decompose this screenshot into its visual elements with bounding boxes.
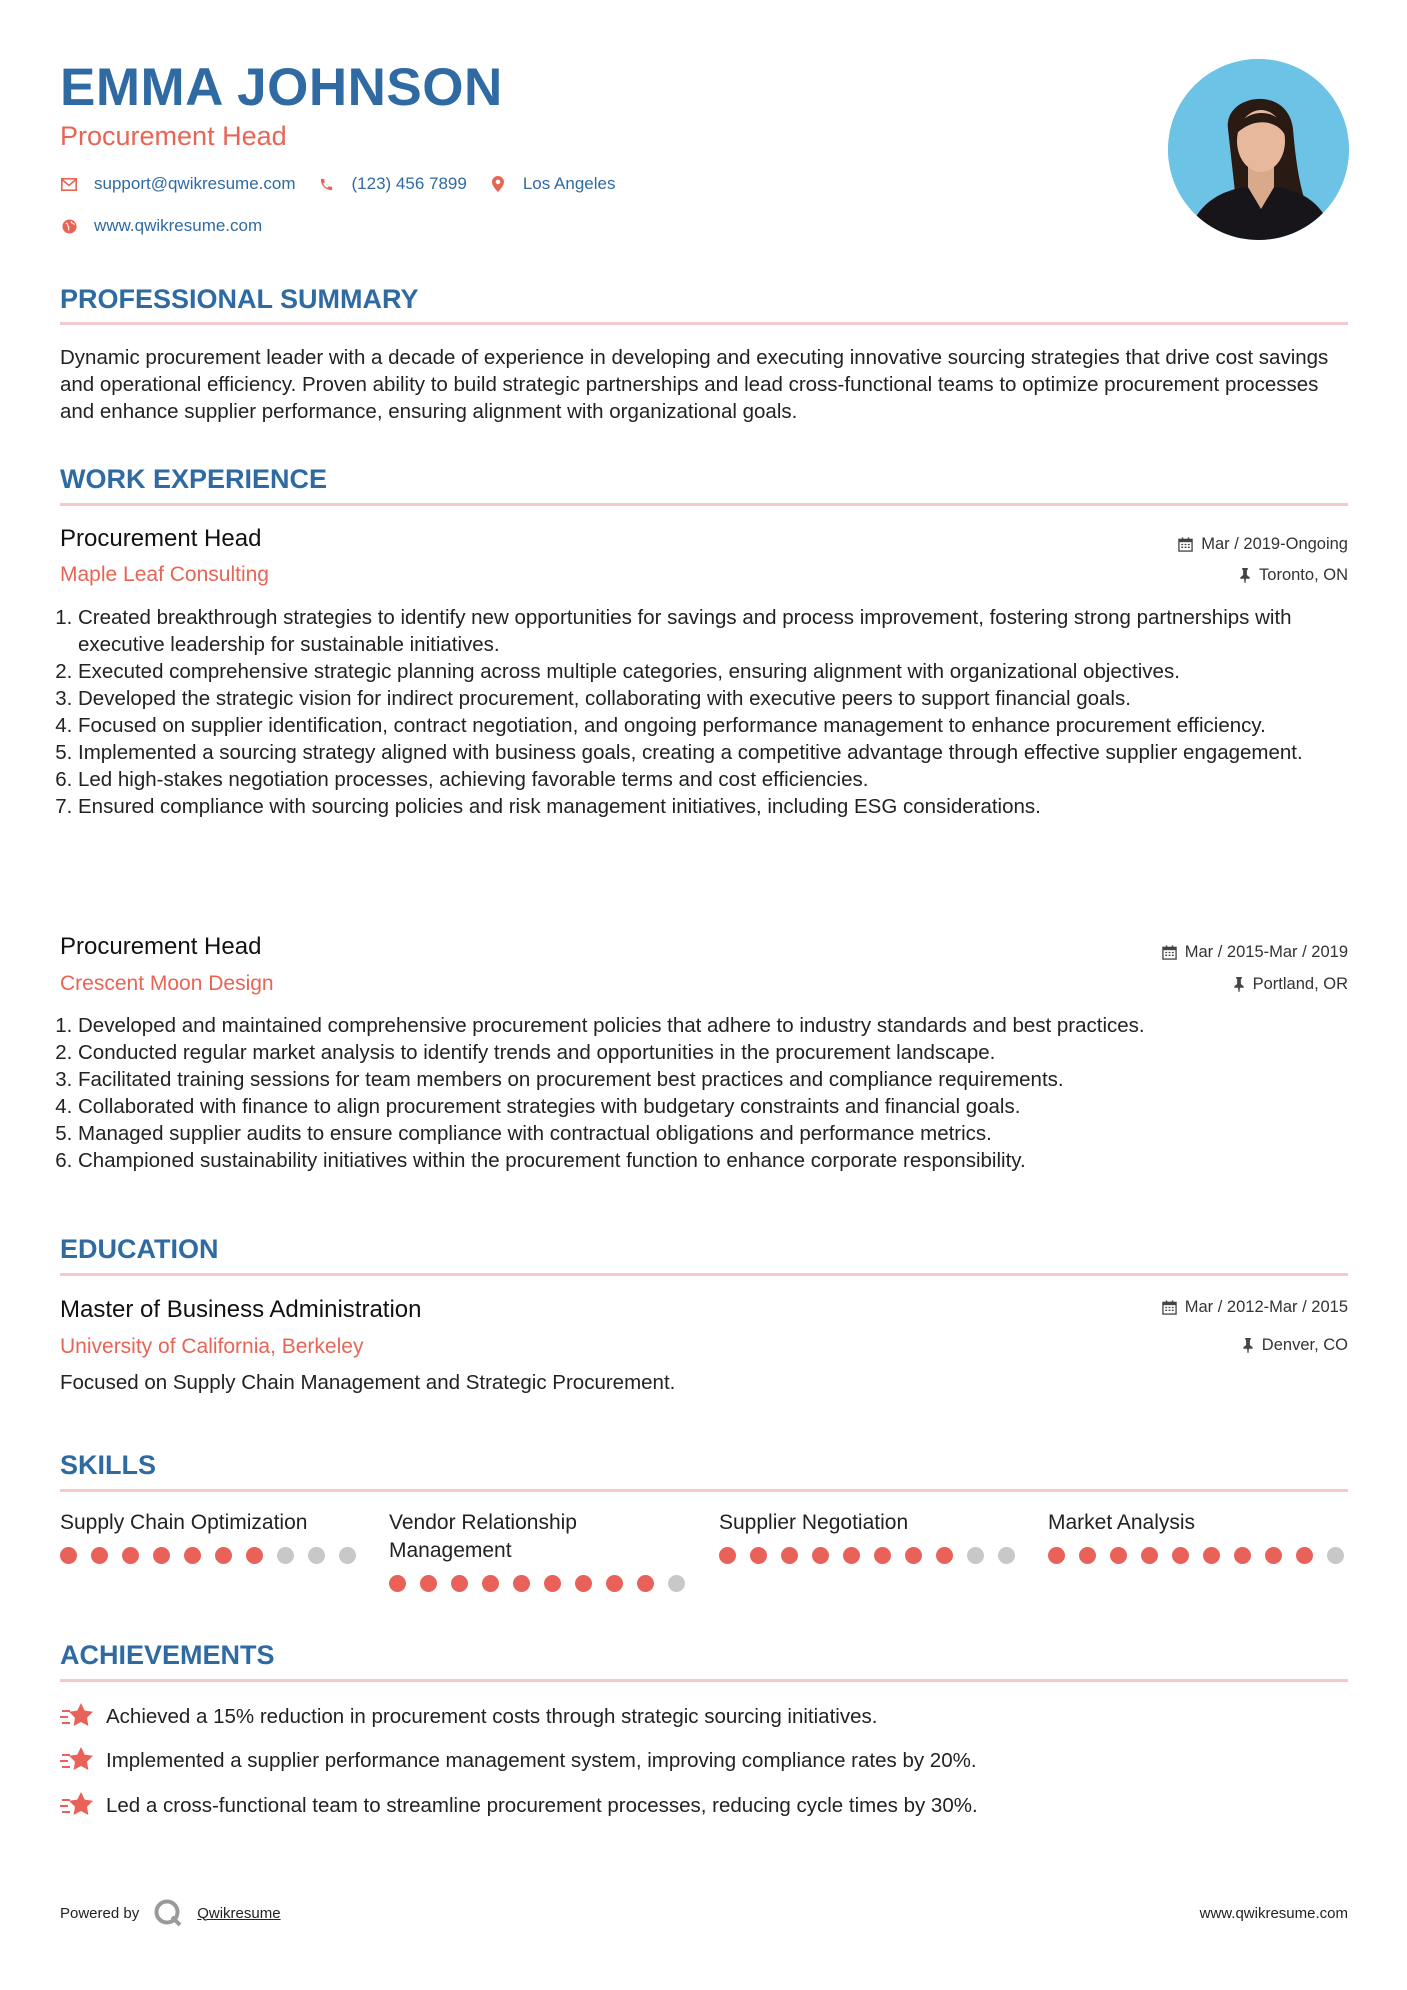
achievement-item xyxy=(60,1790,978,1820)
skill-name: Market Analysis xyxy=(1048,1511,1196,1534)
rating-dot-empty xyxy=(998,1547,1015,1564)
rating-dot-filled xyxy=(719,1547,736,1564)
star-icon xyxy=(60,1745,94,1775)
achievement-item xyxy=(60,1745,977,1775)
rating-dot-filled xyxy=(781,1547,798,1564)
job-dates xyxy=(1162,941,1348,963)
brand-link[interactable]: Qwikresume xyxy=(197,1904,281,1922)
education-location-text: Denver, CO xyxy=(1261,1336,1348,1354)
rating-dot-filled xyxy=(874,1547,891,1564)
list-item: 5. Implemented a sourcing strategy aligned with business goals, creating a competitive advantage through effective supplier engagement. xyxy=(55,741,1303,764)
list-item: 3. Developed the strategic vision for indirect procurement, collaborating with executive peers to support financial goals. xyxy=(55,687,1131,710)
achievement-text: Implemented a supplier performance management system, improving compliance rates by 20%. xyxy=(106,1748,977,1772)
rating-dot-empty xyxy=(967,1547,984,1564)
list-item: 2. Conducted regular market analysis to identify trends and opportunities in the procurement landscape. xyxy=(55,1041,996,1064)
job-duties-list xyxy=(50,1012,1350,1174)
education-location xyxy=(1242,1334,1348,1356)
qwikresume-logo-icon xyxy=(153,1898,183,1928)
rating-dot-empty xyxy=(1327,1547,1344,1564)
achievement-text: Led a cross-functional team to streamline procurement processes, reducing cycle times by 30%. xyxy=(106,1793,978,1817)
section-divider xyxy=(60,503,1348,506)
list-item: 3. Facilitated training sessions for team members on procurement best practices and compliance requirements. xyxy=(55,1068,1064,1091)
achievement-text: Achieved a 15% reduction in procurement costs through strategic sourcing initiatives. xyxy=(106,1704,878,1728)
list-item: 7. Ensured compliance with sourcing policies and risk management initiatives, including ESG considerations. xyxy=(55,795,1041,818)
skill-name: Supplier Negotiation xyxy=(719,1511,909,1534)
candidate-name: EMMA JOHNSON xyxy=(60,58,503,117)
rating-dot-filled xyxy=(482,1575,499,1592)
pushpin-icon xyxy=(1239,568,1251,583)
section-divider xyxy=(60,322,1348,325)
rating-dot-filled xyxy=(215,1547,232,1564)
skills-heading: SKILLS xyxy=(60,1450,157,1480)
rating-dot-filled xyxy=(122,1547,139,1564)
globe-icon xyxy=(60,217,78,235)
calendar-icon xyxy=(1178,537,1193,552)
rating-dot-filled xyxy=(544,1575,561,1592)
company-name: Maple Leaf Consulting xyxy=(60,563,269,586)
rating-dot-filled xyxy=(637,1575,654,1592)
job-title: Procurement Head xyxy=(60,525,262,552)
job-dates-text: Mar / 2019-Ongoing xyxy=(1201,535,1348,553)
candidate-title: Procurement Head xyxy=(60,121,287,151)
calendar-icon xyxy=(1162,1300,1177,1315)
rating-dot-filled xyxy=(1203,1547,1220,1564)
rating-dot-filled xyxy=(513,1575,530,1592)
powered-by-label: Powered by xyxy=(60,1904,140,1922)
job-title: Procurement Head xyxy=(60,933,262,960)
phone-number[interactable]: (123) 456 7899 xyxy=(351,174,467,193)
avatar xyxy=(1168,59,1349,240)
list-item: 6. Led high-stakes negotiation processes, achieving favorable terms and cost efficiencies. xyxy=(55,768,869,791)
star-icon xyxy=(60,1701,94,1731)
job-dates xyxy=(1178,533,1348,555)
rating-dot-filled xyxy=(91,1547,108,1564)
rating-dot-filled xyxy=(1079,1547,1096,1564)
pushpin-icon xyxy=(1233,977,1245,992)
job-location xyxy=(1233,973,1348,995)
school-name: University of California, Berkeley xyxy=(60,1335,364,1358)
contact-row xyxy=(60,173,637,195)
list-item: 1. Developed and maintained comprehensive procurement policies that adhere to industry standards and best practices. xyxy=(55,1014,1145,1037)
list-item: 2. Executed comprehensive strategic planning across multiple categories, ensuring alignment with organizational objectives. xyxy=(55,660,1180,683)
rating-dot-filled xyxy=(60,1547,77,1564)
rating-dot-filled xyxy=(812,1547,829,1564)
job-duties-list xyxy=(50,604,1350,820)
rating-dot-filled xyxy=(905,1547,922,1564)
skill-item xyxy=(389,1509,669,1592)
list-item: 4. Collaborated with finance to align procurement strategies with budgetary constraints and financial goals. xyxy=(55,1095,1021,1118)
job-location xyxy=(1239,564,1348,586)
skill-name: Supply Chain Optimization xyxy=(60,1511,308,1534)
rating-dot-filled xyxy=(420,1575,437,1592)
pushpin-icon xyxy=(1242,1338,1254,1353)
rating-dot-filled xyxy=(153,1547,170,1564)
rating-dot-filled xyxy=(843,1547,860,1564)
rating-dot-filled xyxy=(1110,1547,1127,1564)
achievement-item xyxy=(60,1701,877,1731)
rating-dot-filled xyxy=(389,1575,406,1592)
section-divider xyxy=(60,1273,1348,1276)
company-name: Crescent Moon Design xyxy=(60,972,274,995)
rating-dot-filled xyxy=(750,1547,767,1564)
skill-rating xyxy=(389,1575,669,1592)
rating-dot-empty xyxy=(308,1547,325,1564)
location-text: Los Angeles xyxy=(522,174,616,193)
map-pin-icon xyxy=(489,175,507,193)
rating-dot-filled xyxy=(1265,1547,1282,1564)
rating-dot-filled xyxy=(1172,1547,1189,1564)
rating-dot-filled xyxy=(575,1575,592,1592)
website-link[interactable]: www.qwikresume.com xyxy=(94,216,263,235)
list-item: 5. Managed supplier audits to ensure compliance with contractual obligations and performance metrics. xyxy=(55,1122,992,1145)
star-icon xyxy=(60,1790,94,1820)
section-divider xyxy=(60,1679,1348,1682)
list-item: 6. Championed sustainability initiatives within the procurement function to enhance corporate responsibility. xyxy=(55,1149,1026,1172)
skill-item xyxy=(60,1509,360,1564)
rating-dot-filled xyxy=(184,1547,201,1564)
education-heading: EDUCATION xyxy=(60,1234,219,1264)
footer-website[interactable]: www.qwikresume.com xyxy=(1199,1905,1348,1922)
calendar-icon xyxy=(1162,945,1177,960)
skill-item xyxy=(1048,1509,1348,1564)
education-dates xyxy=(1162,1296,1348,1318)
email-link[interactable]: support@qwikresume.com xyxy=(94,174,296,193)
skill-name: Vendor Relationship Management xyxy=(389,1511,577,1562)
skill-rating xyxy=(719,1547,1019,1564)
skill-rating xyxy=(1048,1547,1348,1564)
degree-title: Master of Business Administration xyxy=(60,1296,422,1323)
section-divider xyxy=(60,1489,1348,1492)
rating-dot-filled xyxy=(246,1547,263,1564)
profile-photo-illustration xyxy=(1168,59,1349,240)
experience-heading: WORK EXPERIENCE xyxy=(60,464,328,494)
rating-dot-filled xyxy=(606,1575,623,1592)
achievements-heading: ACHIEVEMENTS xyxy=(60,1640,275,1670)
rating-dot-filled xyxy=(1141,1547,1158,1564)
rating-dot-empty xyxy=(668,1575,685,1592)
rating-dot-filled xyxy=(1296,1547,1313,1564)
summary-heading: PROFESSIONAL SUMMARY xyxy=(60,284,419,314)
rating-dot-filled xyxy=(1048,1547,1065,1564)
envelope-icon xyxy=(60,175,78,193)
rating-dot-filled xyxy=(1234,1547,1251,1564)
list-item: 1. Created breakthrough strategies to identify new opportunities for savings and process improvement, fostering strong partnerships with executive leadership for sustainable initiatives. xyxy=(55,606,1292,656)
footer-branding xyxy=(60,1898,281,1928)
rating-dot-empty xyxy=(277,1547,294,1564)
rating-dot-filled xyxy=(936,1547,953,1564)
website-row xyxy=(60,215,284,237)
summary-text: Dynamic procurement leader with a decade of experience in developing and executing innovative sourcing strategies that drive cost savings and operational efficiency. Proven ability to build strategic partnerships and lead cross-functional teams to optimize procurement processes and enhance supplier performance, ensuring alignment with organizational goals. xyxy=(60,346,1329,423)
job-dates-text: Mar / 2015-Mar / 2019 xyxy=(1184,943,1348,961)
education-dates-text: Mar / 2012-Mar / 2015 xyxy=(1184,1298,1348,1316)
job-location-text: Portland, OR xyxy=(1252,975,1348,993)
phone-icon xyxy=(318,175,336,193)
skill-rating xyxy=(60,1547,360,1564)
skill-item xyxy=(719,1509,1019,1564)
education-description: Focused on Supply Chain Management and Strategic Procurement. xyxy=(60,1371,676,1394)
rating-dot-filled xyxy=(451,1575,468,1592)
list-item: 4. Focused on supplier identification, contract negotiation, and ongoing performance management to enhance procurement efficiency. xyxy=(55,714,1266,737)
job-location-text: Toronto, ON xyxy=(1259,566,1348,584)
rating-dot-empty xyxy=(339,1547,356,1564)
